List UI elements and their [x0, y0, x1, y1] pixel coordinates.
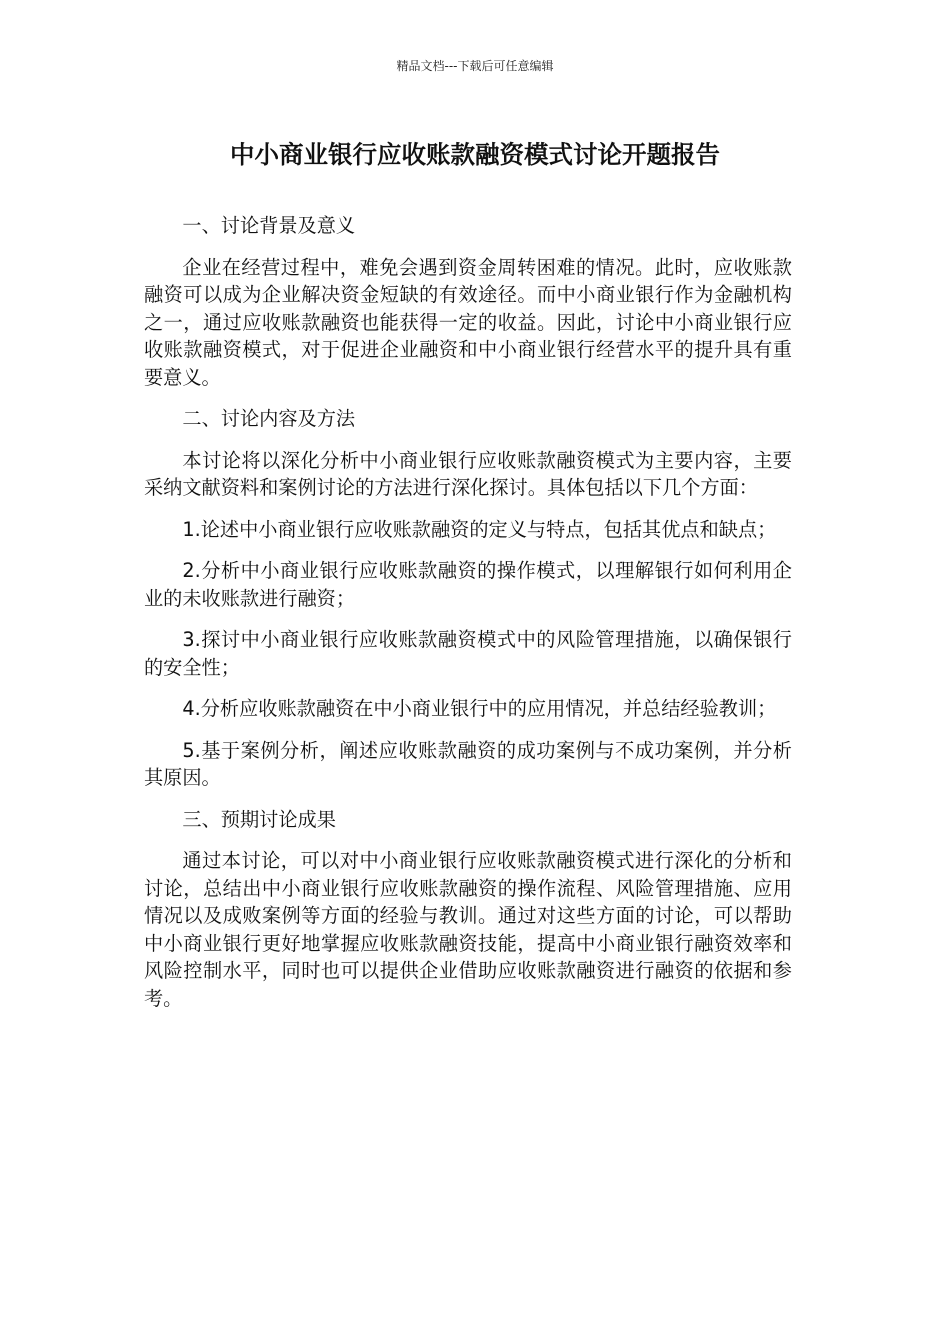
document-body — [144, 212, 792, 1026]
list-item: 3.探讨中小商业银行应收账款融资模式中的风险管理措施，以确保银行的安全性； — [144, 628, 792, 679]
section-paragraph-content-method: 本讨论将以深化分析中小商业银行应收账款融资模式为主要内容，主要采纳文献资料和案例讨论的方法进行深化探讨。具体包括以下几个方面： — [144, 448, 792, 499]
section-heading-content-method: 二、讨论内容及方法 — [182, 407, 356, 430]
list-item: 2.分析中小商业银行应收账款融资的操作模式，以理解银行如何利用企业的未收账款进行融资； — [144, 559, 792, 610]
section-paragraph-background: 企业在经营过程中，难免会遇到资金周转困难的情况。此时，应收账款融资可以成为企业解决资金短缺的有效途径。而中小商业银行作为金融机构之一，通过应收账款融资也能获得一定的收益。因此，讨论中小商业银行应收账款融资模式，对于促进企业融资和中小商业银行经营水平的提升具有重要意义。 — [144, 255, 792, 389]
list-item: 5.基于案例分析，阐述应收账款融资的成功案例与不成功案例，并分析其原因。 — [144, 738, 792, 789]
list-item: 1.论述中小商业银行应收账款融资的定义与特点，包括其优点和缺点； — [182, 517, 777, 541]
header-note: 精品文档---下载后可任意编辑 — [396, 59, 554, 73]
document-title: 中小商业银行应收账款融资模式讨论开题报告 — [230, 140, 720, 169]
section-heading-background: 一、讨论背景及意义 — [182, 214, 356, 237]
section-heading-expected-results: 三、预期讨论成果 — [182, 807, 336, 831]
section-paragraph-expected-results: 通过本讨论，可以对中小商业银行应收账款融资模式进行深化的分析和讨论，总结出中小商业银行应收账款融资的操作流程、风险管理措施、应用情况以及成败案例等方面的经验与教训。通过对这些方面的讨论，可以帮助中小商业银行更好地掌握应收账款融资技能，提高中小商业银行融资效率和风险控制水平，同时也可以提供企业借助应收账款融资进行融资的依据和参考。 — [144, 849, 792, 1010]
list-item: 4.分析应收账款融资在中小商业银行中的应用情况，并总结经验教训； — [182, 697, 777, 720]
